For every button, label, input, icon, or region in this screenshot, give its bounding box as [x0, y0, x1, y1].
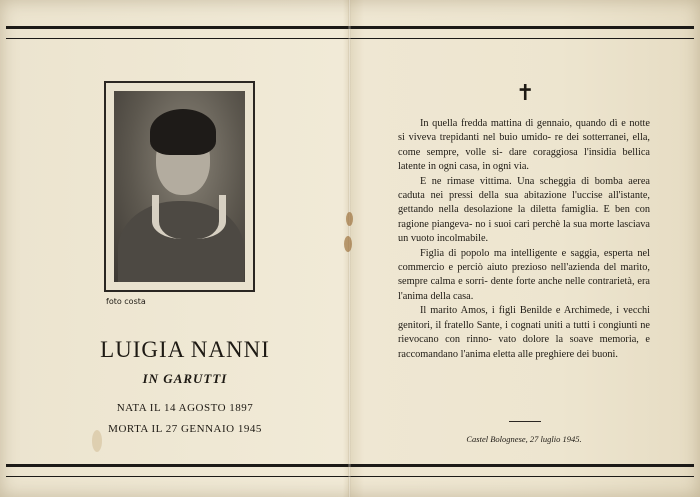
death-date: MORTA IL 27 GENNAIO 1945	[108, 423, 262, 435]
photo-credit: foto costa	[106, 297, 146, 306]
rust-stain	[346, 212, 353, 226]
cross-icon: ✝	[516, 80, 535, 105]
portrait-photo	[114, 91, 245, 282]
eulogy-paragraph: E ne rimase vittima. Una scheggia di bomba aerea caduta nei pressi della sua abitazione l'uccise all'istante, gettando nella desolazione la diletta famiglia. E ben con ragione piangeva- no i suoi cari perchè la sua morte lasciava un vuoto incolmabile.	[398, 175, 650, 245]
deceased-name: LUIGIA NANNI	[100, 337, 270, 362]
rust-stain	[344, 236, 352, 252]
married-name: IN GARUTTI	[142, 371, 228, 386]
portrait-collar	[152, 195, 226, 239]
age-stain	[92, 430, 102, 452]
portrait-hair	[150, 109, 216, 155]
portrait-frame	[104, 81, 255, 292]
eulogy-paragraph: In quella fredda mattina di gennaio, quando dì e notte si viveva trepidanti nel buio umido- re dei sotterranei, ella, come sempre, volle si- dare coraggiosa l'insidia bellica latente in ogni casa, in ogni via.	[398, 118, 650, 173]
birth-date: NATA IL 14 AGOSTO 1897	[116, 402, 254, 414]
separator-line	[509, 421, 541, 422]
eulogy-paragraph: Il marito Amos, i figli Benilde e Archimede, i vecchi genitori, il fratello Sante, i cognati uniti a tutti i congiunti ne rievocano con rinno- vato dolore la soave memoria, e raccomandano l'anima eletta alle preghiere dei buoni.	[398, 305, 650, 360]
eulogy-paragraph: Figlia di popolo ma intelligente e saggia, esperta nel commercio e perciò aiuto prezioso nell'azienda del marito, sempre calma e sorri- dente forte anche nelle contrarietà, era l'anima della casa.	[398, 247, 650, 302]
eulogy-text	[398, 117, 650, 362]
place-date: Castel Bolognese, 27 luglio 1945.	[466, 434, 582, 444]
